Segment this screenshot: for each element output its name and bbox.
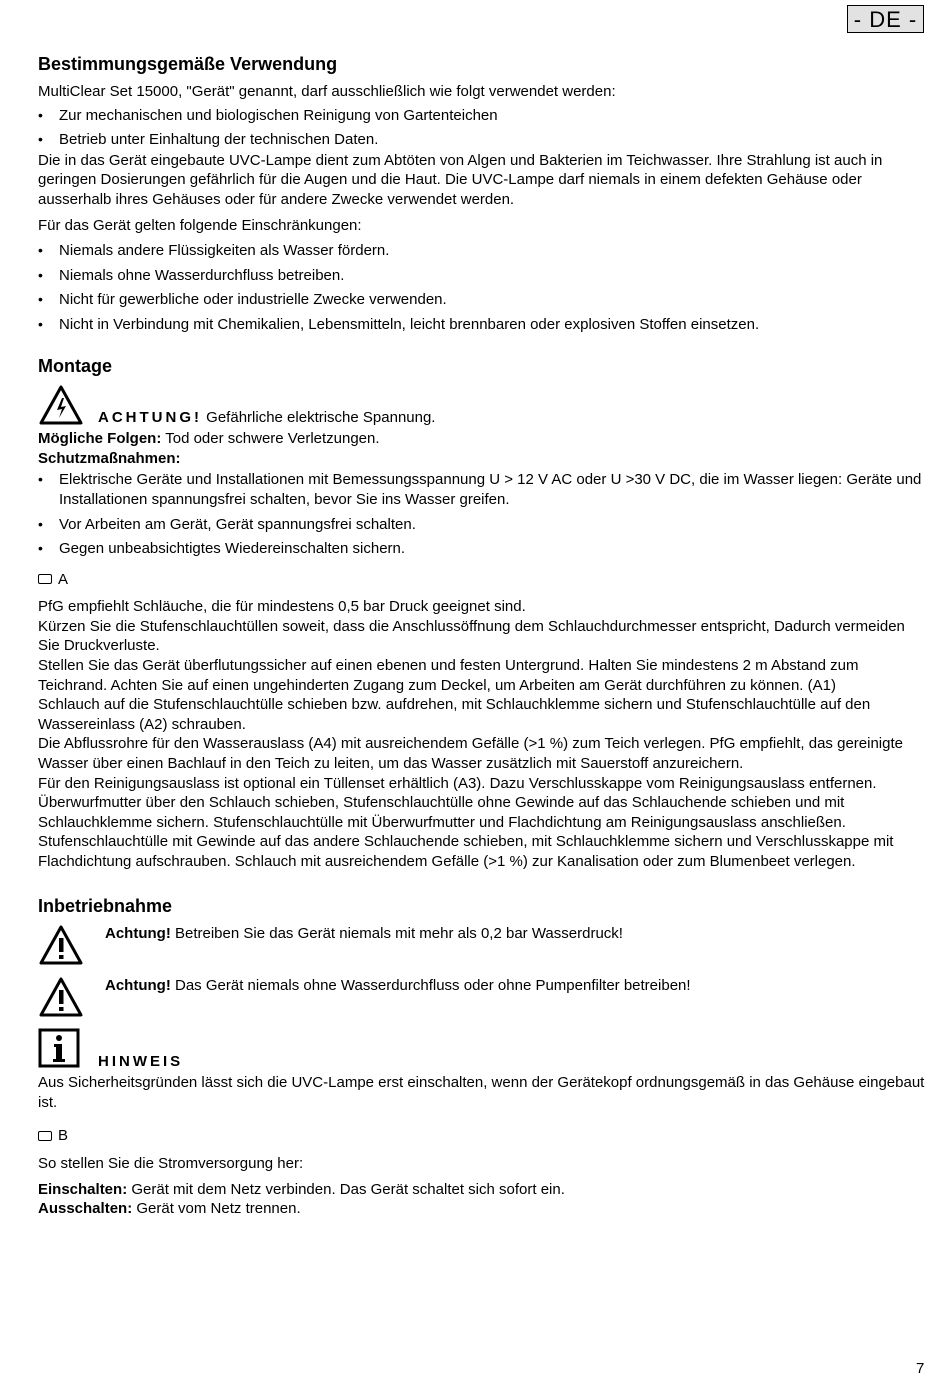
- list-item: • Elektrische Geräte und Installationen mit Bemessungsspannung U > 12 V AC oder U >30 V DC, die im Wasser liegen: Geräte und Installationen spannungsfrei schalten, bevor Sie ins Wasser greifen.: [38, 470, 926, 509]
- list-item: • Nicht für gewerbliche oder industrielle Zwecke verwenden.: [38, 290, 926, 310]
- caution-label: Achtung!: [105, 924, 171, 942]
- switch-on: [38, 1180, 926, 1200]
- page-number: 7: [916, 1360, 925, 1377]
- warning-text: Gefährliche elektrische Spannung.: [206, 408, 436, 426]
- figure-ref-label: A: [58, 570, 69, 588]
- list-item: • Niemals ohne Wasserdurchfluss betreiben.: [38, 266, 926, 286]
- consequences-text: Tod oder schwere Verletzungen.: [165, 430, 380, 448]
- paragraph: Kürzen Sie die Stufenschlauchtüllen soweit, dass die Anschlussöffnung dem Schlauchdurchmesser entspricht, Dadurch vermeiden Sie Druckverluste.: [38, 617, 905, 655]
- section-title-commissioning: Inbetriebnahme: [38, 895, 173, 916]
- page-content: [38, 52, 926, 1219]
- figure-box-icon: [38, 574, 52, 584]
- list-item: • Niemals andere Flüssigkeiten als Wasser fördern.: [38, 241, 926, 261]
- paragraph: Schlauch auf die Stufenschlauchtülle schieben bzw. aufdrehen, mit Schlauchklemme sichern und Stufenschlauchtülle auf den Wassereinlass (A2) schrauben.: [38, 696, 871, 733]
- electrical-warning: [38, 384, 926, 428]
- note-word: HINWEIS: [98, 1052, 184, 1070]
- uvc-lamp-text: Die in das Gerät eingebaute UVC-Lampe dient zum Abtöten von Algen und Bakterien im Teichwasser. Ihre Strahlung ist auch in geringen Dosierungen gefährlich für die Augen und die Haut. Die UVC-Lampe darf niemals in einem defekten Gehäuse oder ausserhalb ihres Gehäuses oder für andere Zwecke verwendet werden.: [38, 151, 883, 208]
- switch-off: [38, 1199, 926, 1219]
- caution-text: Betreiben Sie das Gerät niemals mit mehr als 0,2 bar Wasserdruck!: [175, 924, 623, 942]
- list-item: • Nicht in Verbindung mit Chemikalien, Lebensmitteln, leicht brennbaren oder explosiven Stoffen einsetzen.: [38, 315, 926, 335]
- list-item: • Gegen unbeabsichtigtes Wiedereinschalten sichern.: [38, 539, 926, 559]
- paragraph: PfG empfiehlt Schläuche, die für mindestens 0,5 bar Druck geeignet sind.: [38, 598, 526, 616]
- intended-use-list: [38, 106, 926, 150]
- warning-triangle-icon: [38, 924, 84, 966]
- intended-use-intro: MultiClear Set 15000, "Gerät" genannt, darf ausschließlich wie folgt verwendet werden:: [38, 83, 616, 100]
- section-title-intended-use: Bestimmungsgemäße Verwendung: [38, 54, 338, 74]
- note-text: Aus Sicherheitsgründen lässt sich die UVC-Lampe erst einschalten, wenn der Gerätekopf ordnungsgemäß in das Gehäuse eingebaut ist.: [38, 1074, 925, 1111]
- consequences-label: Mögliche Folgen:: [38, 430, 162, 448]
- consequences: [38, 429, 926, 449]
- warning-triangle-icon: [38, 976, 84, 1018]
- list-item: • Vor Arbeiten am Gerät, Gerät spannungsfrei schalten.: [38, 515, 926, 535]
- warning-word: ACHTUNG!: [98, 408, 202, 426]
- figure-ref-label: B: [58, 1127, 69, 1145]
- caution-text: Das Gerät niemals ohne Wasserdurchfluss oder ohne Pumpenfilter betreiben!: [175, 976, 691, 994]
- measures-label: Schutzmaßnahmen:: [38, 449, 181, 467]
- paragraph: Stellen Sie das Gerät überflutungssicher auf einen ebenen und festen Untergrund. Halten Sie mindestens 2 m Abstand zum Teichrand. Achten Sie auf einen ungehinderten Zugang zum Deckel, um Arbeiten am Gerät durchführen zu können. (A1): [38, 657, 859, 694]
- info-icon: [38, 1028, 84, 1070]
- electric-hazard-icon: [38, 384, 84, 426]
- note-block: [38, 1028, 926, 1072]
- switch-on-text: Gerät mit dem Netz verbinden. Das Gerät schaltet sich sofort ein.: [131, 1180, 565, 1198]
- measures-list: [38, 470, 926, 558]
- switch-off-label: Ausschalten:: [38, 1200, 133, 1218]
- caution-pressure: [38, 924, 926, 966]
- paragraph: Die Abflussrohre für den Wasserauslass (A4) mit ausreichendem Gefälle (>1 %) zum Teich verlegen. PfG empfiehlt, das gereinigte Wasser über einen Bachlauf in den Teich zu leiten, um das Wasser zusätzlich mit Sauerstoff anzureichern.: [38, 735, 903, 773]
- restrictions-intro: Für das Gerät gelten folgende Einschränkungen:: [38, 216, 362, 234]
- section-title-montage: Montage: [38, 355, 112, 376]
- caution-flow: [38, 976, 926, 1018]
- paragraph: Für den Reinigungsauslass ist optional ein Tüllenset erhältlich (A3). Dazu Verschlusskappe vom Reinigungsauslass entfernen. Überwurfmutter über den Schlauch schieben, Stufenschlauchtülle ohne Gewinde auf das Schlauchende schieben und mit Schlauchklemme sichern. Stufenschlauchtülle mit Überwurfmutter und Flachdichtung am Reinigungsauslass anschließen. Stufenschlauchtülle mit Gewinde auf das andere Schlauchende schieben, mit Schlauchklemme sichern und Verschlusskappe mit Flachdichtung aufschrauben. Schlauch mit ausreichendem Gefälle (>1 %) zur Kanalisation oder zum Blumenbeet verlegen.: [38, 774, 894, 870]
- list-item: • Zur mechanischen und biologischen Reinigung von Gartenteichen: [38, 106, 926, 126]
- restrictions-list: [38, 241, 926, 334]
- list-item: • Betrieb unter Einhaltung der technischen Daten.: [38, 130, 926, 150]
- power-intro: So stellen Sie die Stromversorgung her:: [38, 1154, 304, 1172]
- figure-ref-b: [38, 1126, 926, 1146]
- caution-label: Achtung!: [105, 976, 171, 994]
- switch-on-label: Einschalten:: [38, 1180, 128, 1198]
- figure-box-icon: [38, 1131, 52, 1141]
- switch-off-text: Gerät vom Netz trennen.: [136, 1200, 301, 1218]
- language-tab: - DE -: [847, 5, 924, 33]
- figure-ref-a: [38, 570, 926, 590]
